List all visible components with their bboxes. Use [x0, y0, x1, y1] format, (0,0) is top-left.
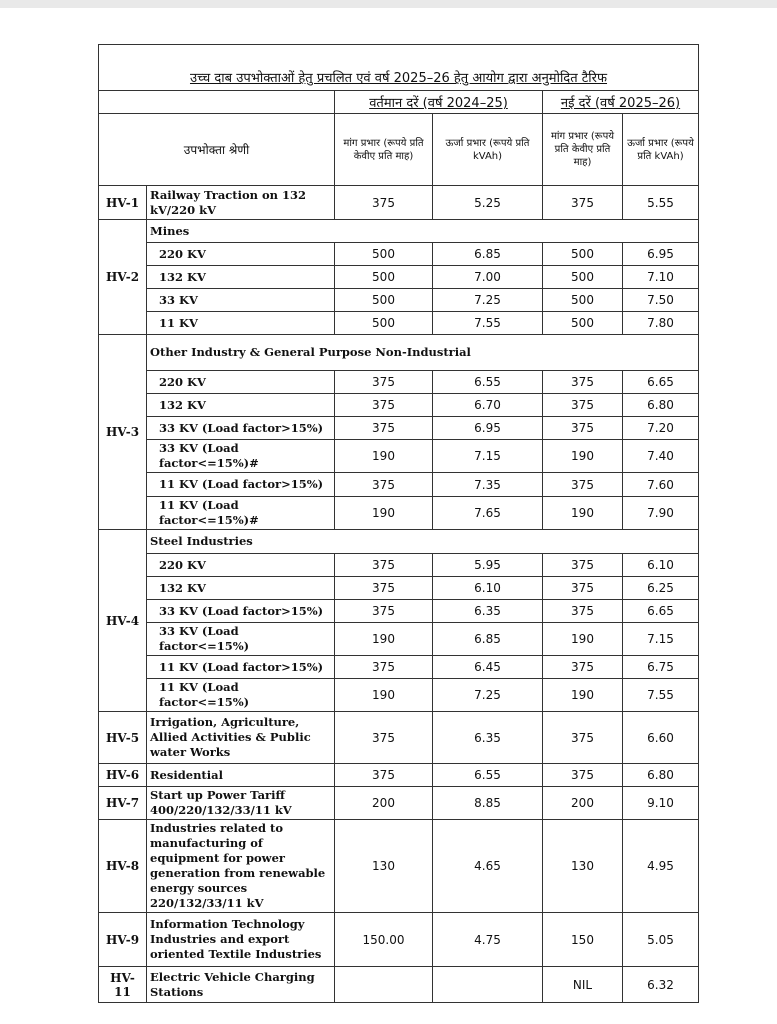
top-bar — [0, 0, 777, 8]
new-energy-charge: 7.90 — [623, 497, 699, 530]
current-energy-charge: 6.45 — [433, 656, 543, 679]
table-row — [99, 186, 699, 220]
consumer-category-label: 11 KV — [147, 312, 335, 335]
new-energy-charge: 9.10 — [623, 787, 699, 820]
current-energy-charge: 5.95 — [433, 554, 543, 577]
table-row — [99, 656, 699, 679]
table-row — [99, 473, 699, 497]
current-demand-charge: 375 — [335, 600, 433, 623]
table-row — [99, 913, 699, 967]
consumer-category-label: 33 KV (Load factor<=15%) — [147, 623, 335, 656]
consumer-category-label: 220 KV — [147, 243, 335, 266]
new-demand-charge: 375 — [543, 394, 623, 417]
current-demand-charge: 375 — [335, 712, 433, 764]
new-demand-charge: 375 — [543, 371, 623, 394]
consumer-category-label: Industries related to manufacturing of equipment for power generation from renewable energy sources 220/132/33/11 kV — [147, 820, 335, 913]
current-energy-charge: 6.35 — [433, 712, 543, 764]
current-energy-charge: 6.70 — [433, 394, 543, 417]
current-demand-charge: 500 — [335, 243, 433, 266]
new-demand-charge: 375 — [543, 186, 623, 220]
consumer-category-label: 33 KV (Load factor>15%) — [147, 600, 335, 623]
new-energy-charge: 7.40 — [623, 440, 699, 473]
table-row — [99, 679, 699, 712]
current-demand-charge: 500 — [335, 266, 433, 289]
current-energy-charge: 6.95 — [433, 417, 543, 440]
current-demand-charge: 200 — [335, 787, 433, 820]
consumer-category-label: 11 KV (Load factor>15%) — [147, 473, 335, 497]
current-energy-charge: 7.55 — [433, 312, 543, 335]
table-row — [99, 787, 699, 820]
category-code: HV-9 — [99, 913, 147, 967]
category-heading-row — [99, 530, 699, 554]
demand-charge-header-current: मांग प्रभार (रूपये प्रति केवीए प्रति माह) — [335, 114, 433, 186]
new-energy-charge: 7.20 — [623, 417, 699, 440]
current-energy-charge: 7.35 — [433, 473, 543, 497]
current-demand-charge: 375 — [335, 186, 433, 220]
new-energy-charge: 7.50 — [623, 289, 699, 312]
new-demand-charge: 375 — [543, 417, 623, 440]
current-energy-charge: 6.85 — [433, 623, 543, 656]
current-demand-charge: 190 — [335, 679, 433, 712]
new-energy-charge: 7.80 — [623, 312, 699, 335]
new-energy-charge: 5.55 — [623, 186, 699, 220]
new-demand-charge: NIL — [543, 967, 623, 1003]
new-demand-charge: 375 — [543, 473, 623, 497]
new-demand-charge: 200 — [543, 787, 623, 820]
new-demand-charge: 500 — [543, 289, 623, 312]
table-row — [99, 371, 699, 394]
current-demand-charge: 375 — [335, 371, 433, 394]
table-title: उच्च दाब उपभोक्ताओं हेतु प्रचलित एवं वर्ष 2025–26 हेतु आयोग द्वारा अनुमोदित टैरिफ — [99, 45, 699, 91]
current-demand-charge: 150.00 — [335, 913, 433, 967]
current-energy-charge — [433, 967, 543, 1003]
table-row — [99, 243, 699, 266]
current-energy-charge: 7.65 — [433, 497, 543, 530]
new-energy-charge: 7.60 — [623, 473, 699, 497]
category-header: उपभोक्ता श्रेणी — [99, 114, 335, 186]
new-demand-charge: 190 — [543, 679, 623, 712]
current-energy-charge: 6.10 — [433, 577, 543, 600]
current-demand-charge — [335, 967, 433, 1003]
new-demand-charge: 375 — [543, 656, 623, 679]
new-energy-charge: 6.25 — [623, 577, 699, 600]
table-row — [99, 967, 699, 1003]
current-demand-charge: 375 — [335, 656, 433, 679]
current-demand-charge: 190 — [335, 440, 433, 473]
current-energy-charge: 7.25 — [433, 679, 543, 712]
consumer-category-label: 33 KV (Load factor>15%) — [147, 417, 335, 440]
tariff-table-body — [99, 45, 699, 1003]
table-row — [99, 623, 699, 656]
consumer-category-label: Start up Power Tariff 400/220/132/33/11 kV — [147, 787, 335, 820]
consumer-category-label: 11 KV (Load factor>15%) — [147, 656, 335, 679]
new-demand-charge: 150 — [543, 913, 623, 967]
new-demand-charge: 375 — [543, 554, 623, 577]
current-energy-charge: 7.15 — [433, 440, 543, 473]
table-row — [99, 764, 699, 787]
category-heading: Steel Industries — [147, 530, 699, 554]
category-code: HV-3 — [99, 335, 147, 530]
table-row — [99, 417, 699, 440]
new-demand-charge: 375 — [543, 577, 623, 600]
current-demand-charge: 190 — [335, 623, 433, 656]
new-demand-charge: 375 — [543, 712, 623, 764]
category-code: HV-2 — [99, 220, 147, 335]
new-energy-charge: 5.05 — [623, 913, 699, 967]
table-row — [99, 577, 699, 600]
consumer-category-label: Irrigation, Agriculture, Allied Activities & Public water Works — [147, 712, 335, 764]
current-demand-charge: 500 — [335, 312, 433, 335]
energy-charge-header-new: ऊर्जा प्रभार (रूपये प्रति kVAh) — [623, 114, 699, 186]
category-heading: Mines — [147, 220, 699, 243]
current-period-header: वर्तमान दरें (वर्ष 2024–25) — [335, 91, 543, 114]
current-demand-charge: 190 — [335, 497, 433, 530]
current-energy-charge: 6.55 — [433, 764, 543, 787]
new-energy-charge: 7.10 — [623, 266, 699, 289]
table-row — [99, 712, 699, 764]
new-energy-charge: 6.75 — [623, 656, 699, 679]
current-demand-charge: 375 — [335, 394, 433, 417]
category-code: HV-11 — [99, 967, 147, 1003]
consumer-category-label: 132 KV — [147, 266, 335, 289]
header-spacer — [99, 91, 335, 114]
current-energy-charge: 7.25 — [433, 289, 543, 312]
table-row — [99, 289, 699, 312]
consumer-category-label: 220 KV — [147, 371, 335, 394]
new-energy-charge: 7.55 — [623, 679, 699, 712]
new-energy-charge: 6.95 — [623, 243, 699, 266]
category-code: HV-8 — [99, 820, 147, 913]
current-demand-charge: 375 — [335, 417, 433, 440]
new-demand-charge: 375 — [543, 600, 623, 623]
current-energy-charge: 6.35 — [433, 600, 543, 623]
current-demand-charge: 375 — [335, 577, 433, 600]
current-demand-charge: 375 — [335, 764, 433, 787]
new-energy-charge: 4.95 — [623, 820, 699, 913]
new-energy-charge: 6.80 — [623, 764, 699, 787]
table-row — [99, 312, 699, 335]
table-row — [99, 394, 699, 417]
consumer-category-label: 132 KV — [147, 394, 335, 417]
table-row — [99, 497, 699, 530]
new-energy-charge: 7.15 — [623, 623, 699, 656]
consumer-category-label: 33 KV (Load factor<=15%)# — [147, 440, 335, 473]
category-code: HV-5 — [99, 712, 147, 764]
new-energy-charge: 6.65 — [623, 600, 699, 623]
category-code: HV-7 — [99, 787, 147, 820]
new-energy-charge: 6.65 — [623, 371, 699, 394]
new-demand-charge: 500 — [543, 243, 623, 266]
new-energy-charge: 6.80 — [623, 394, 699, 417]
consumer-category-label: 220 KV — [147, 554, 335, 577]
category-code: HV-4 — [99, 530, 147, 712]
new-demand-charge: 130 — [543, 820, 623, 913]
new-demand-charge: 190 — [543, 497, 623, 530]
current-demand-charge: 130 — [335, 820, 433, 913]
new-demand-charge: 375 — [543, 764, 623, 787]
tariff-table — [98, 44, 699, 1003]
table-row — [99, 820, 699, 913]
current-demand-charge: 375 — [335, 554, 433, 577]
current-energy-charge: 6.55 — [433, 371, 543, 394]
new-energy-charge: 6.60 — [623, 712, 699, 764]
new-period-header: नई दरें (वर्ष 2025–26) — [543, 91, 699, 114]
new-energy-charge: 6.32 — [623, 967, 699, 1003]
category-code: HV-6 — [99, 764, 147, 787]
current-energy-charge: 4.75 — [433, 913, 543, 967]
current-energy-charge: 5.25 — [433, 186, 543, 220]
consumer-category-label: Information Technology Industries and export oriented Textile Industries — [147, 913, 335, 967]
energy-charge-header-current: ऊर्जा प्रभार (रूपये प्रति kVAh) — [433, 114, 543, 186]
consumer-category-label: Residential — [147, 764, 335, 787]
new-energy-charge: 6.10 — [623, 554, 699, 577]
current-energy-charge: 7.00 — [433, 266, 543, 289]
consumer-category-label: 11 KV (Load factor<=15%)# — [147, 497, 335, 530]
category-heading: Other Industry & General Purpose Non-Industrial — [147, 335, 699, 371]
category-heading-row — [99, 335, 699, 371]
current-energy-charge: 6.85 — [433, 243, 543, 266]
category-heading-row — [99, 220, 699, 243]
consumer-category-label: Railway Traction on 132 kV/220 kV — [147, 186, 335, 220]
consumer-category-label: Electric Vehicle Charging Stations — [147, 967, 335, 1003]
table-row — [99, 600, 699, 623]
current-demand-charge: 500 — [335, 289, 433, 312]
new-demand-charge: 190 — [543, 623, 623, 656]
table-row — [99, 440, 699, 473]
new-demand-charge: 190 — [543, 440, 623, 473]
current-energy-charge: 4.65 — [433, 820, 543, 913]
consumer-category-label: 11 KV (Load factor<=15%) — [147, 679, 335, 712]
category-code: HV-1 — [99, 186, 147, 220]
table-row — [99, 554, 699, 577]
new-demand-charge: 500 — [543, 312, 623, 335]
consumer-category-label: 132 KV — [147, 577, 335, 600]
current-energy-charge: 8.85 — [433, 787, 543, 820]
current-demand-charge: 375 — [335, 473, 433, 497]
demand-charge-header-new: मांग प्रभार (रूपये प्रति केवीए प्रति माह) — [543, 114, 623, 186]
new-demand-charge: 500 — [543, 266, 623, 289]
table-row — [99, 266, 699, 289]
consumer-category-label: 33 KV — [147, 289, 335, 312]
